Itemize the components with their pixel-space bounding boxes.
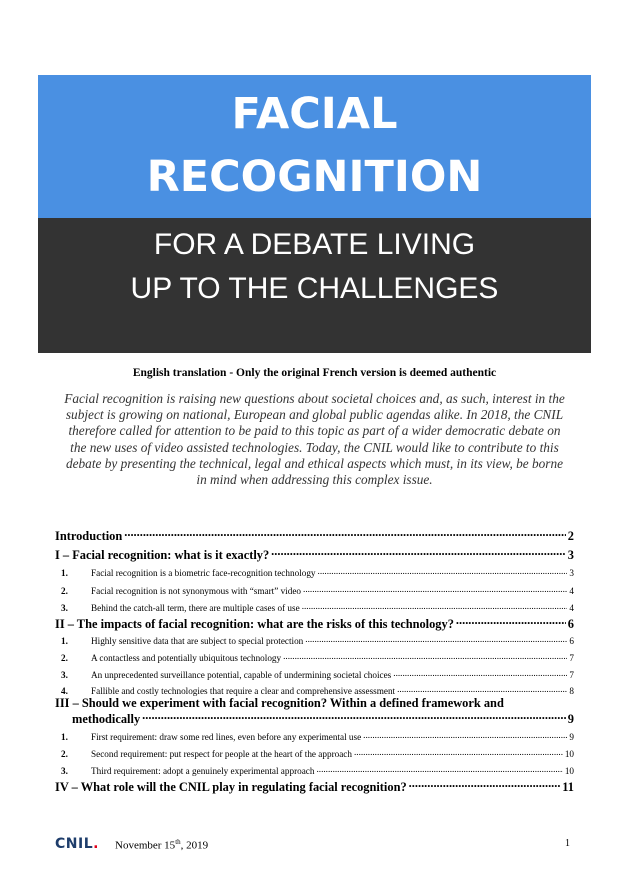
- toc-item-1-3[interactable]: [55, 602, 574, 613]
- cnil-logo: [55, 836, 99, 852]
- toc-item-page: 7: [569, 653, 574, 664]
- toc-item-title: Facial recognition is not synonymous with “smart” video: [91, 586, 302, 597]
- toc-leader: [305, 635, 567, 644]
- toc-entry-page: 9: [567, 712, 574, 727]
- toc-item-number: 1.: [61, 568, 68, 579]
- title-banner: [38, 75, 591, 218]
- toc-entry-title: Introduction: [55, 529, 123, 544]
- toc-leader: [409, 779, 561, 791]
- toc-leader: [303, 585, 567, 594]
- toc-item-number: 3.: [61, 670, 68, 681]
- toc-item-number: 2.: [61, 586, 68, 597]
- toc-item-title: Third requirement: adopt a genuinely experimental approach: [91, 766, 315, 777]
- toc-item-page: 4: [569, 586, 574, 597]
- toc-item-2-2[interactable]: [55, 652, 574, 663]
- toc-item-title: An unprecedented surveillance potential, capable of undermining societal choices: [91, 670, 392, 681]
- toc-leader: [318, 567, 568, 576]
- toc-item-page: 7: [569, 670, 574, 681]
- toc-item-page: 6: [569, 636, 574, 647]
- subtitle-line-2: UP TO THE CHALLENGES: [130, 272, 499, 305]
- toc-item-1-1[interactable]: [55, 567, 574, 578]
- toc-item-2-3[interactable]: [55, 669, 574, 680]
- toc-item-page: 8: [569, 686, 574, 697]
- toc-item-page: 10: [564, 749, 574, 760]
- toc-item-3-3[interactable]: [55, 765, 574, 776]
- abstract: Facial recognition is raising new questions about societal choices and, as such, interest in the subject is growing on national, European and global public agendas alike. In 2018, the CNIL therefore called for attention to be paid to this topic as part of a wider democratic debate on the new uses of video assisted technologies. Today, the CNIL would like to contribute to this debate by presenting the technical, legal and ethical aspects which must, in its view, be borne in mind when addressing this complex issue.: [64, 391, 565, 488]
- toc-section-3[interactable]: [55, 696, 574, 727]
- translation-note: English translation - Only the original French version is deemed authentic: [132, 367, 497, 379]
- toc-section-4[interactable]: [55, 779, 574, 795]
- toc-entry-page: 2: [567, 529, 574, 544]
- toc-entry-page: 3: [567, 548, 574, 563]
- toc-item-number: 4.: [61, 686, 68, 697]
- page-number: 1: [565, 838, 570, 849]
- toc-entry-introduction[interactable]: [55, 528, 574, 544]
- toc-item-3-1[interactable]: [55, 731, 574, 742]
- toc-entry-title-line-1: III – Should we experiment with facial recognition? Within a defined framework and: [55, 696, 504, 710]
- toc-section-1[interactable]: [55, 547, 574, 563]
- toc-entry-title: II – The impacts of facial recognition: what are the risks of this technology?: [55, 617, 454, 632]
- toc-item-title: First requirement: draw some red lines, even before any experimental use: [91, 732, 362, 743]
- toc-entry-title: I – Facial recognition: what is it exactly?: [55, 548, 270, 563]
- toc-item-title: Fallible and costly technologies that require a clear and comprehensive assessment: [91, 686, 396, 697]
- toc-item-2-4[interactable]: [55, 685, 574, 696]
- toc-leader: [363, 731, 567, 740]
- subtitle-banner: [38, 218, 591, 353]
- toc-item-page: 3: [569, 568, 574, 579]
- toc-section-2[interactable]: [55, 616, 574, 632]
- toc-item-number: 1.: [61, 732, 68, 743]
- toc-leader: [456, 616, 566, 628]
- toc-item-title: A contactless and potentially ubiquitous technology: [91, 653, 282, 664]
- date-year: , 2019: [180, 839, 209, 852]
- toc-leader: [397, 685, 567, 694]
- toc-item-number: 2.: [61, 749, 68, 760]
- toc-leader: [271, 547, 566, 559]
- toc-entry-page: 11: [562, 780, 574, 795]
- toc-item-number: 1.: [61, 636, 68, 647]
- toc-entry-page: 6: [567, 617, 574, 632]
- toc-item-page: 4: [569, 603, 574, 614]
- toc-item-page: 10: [564, 766, 574, 777]
- toc-item-number: 3.: [61, 603, 68, 614]
- toc-leader: [354, 748, 563, 757]
- toc-item-title: Highly sensitive data that are subject to special protection: [91, 636, 304, 647]
- toc-leader: [393, 669, 567, 678]
- toc-item-1-2[interactable]: [55, 585, 574, 596]
- toc-item-number: 3.: [61, 766, 68, 777]
- toc-item-2-1[interactable]: [55, 635, 574, 646]
- publication-date: [115, 838, 208, 852]
- title-line-2: RECOGNITION: [146, 152, 483, 202]
- toc-leader: [302, 602, 568, 611]
- date-prefix: November 15: [115, 839, 176, 852]
- toc-item-3-2[interactable]: [55, 748, 574, 759]
- toc-item-page: 9: [569, 732, 574, 743]
- logo-dot: .: [93, 836, 99, 852]
- title-line-1: FACIAL: [231, 89, 398, 139]
- toc-item-number: 2.: [61, 653, 68, 664]
- toc-item-title: Facial recognition is a biometric face-recognition technology: [91, 568, 316, 579]
- toc-entry-title: IV – What role will the CNIL play in regulating facial recognition?: [55, 780, 407, 795]
- toc-leader: [283, 652, 567, 661]
- toc-item-title: Behind the catch-all term, there are multiple cases of use: [91, 603, 300, 614]
- toc-leader: [142, 711, 566, 723]
- toc-entry-title-line-2: methodically: [72, 712, 141, 727]
- date-suffix-sup: th: [175, 838, 181, 846]
- toc-item-title: Second requirement: put respect for people at the heart of the approach: [91, 749, 352, 760]
- subtitle-line-1: FOR A DEBATE LIVING: [153, 228, 476, 261]
- logo-text: CNIL: [55, 836, 94, 852]
- toc-leader: [124, 528, 566, 540]
- toc-leader: [316, 765, 562, 774]
